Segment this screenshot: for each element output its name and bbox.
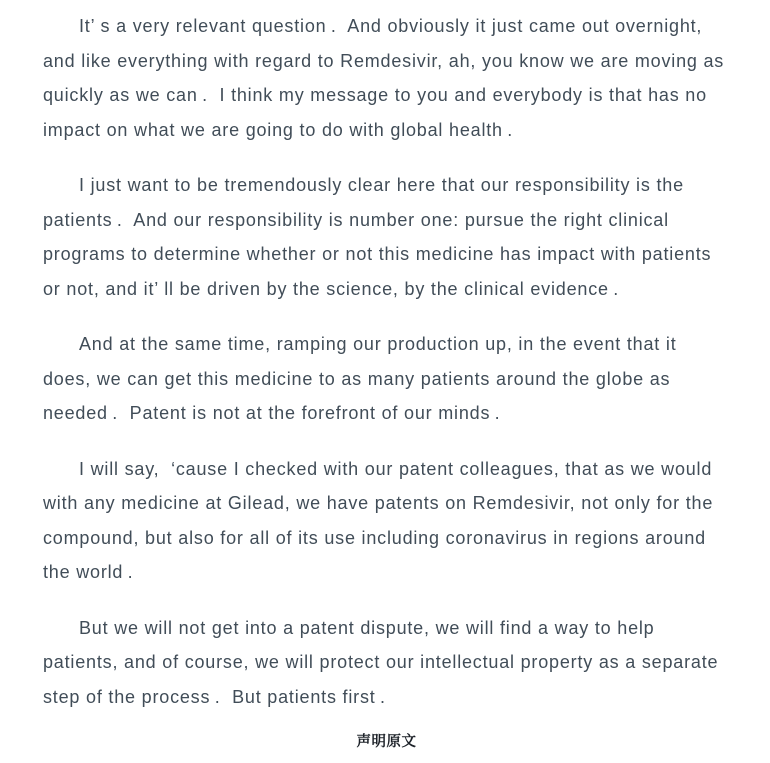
paragraph: But we will not get into a patent dispute, we will find a way to help patients, and of course, we will protect our intellectual property as a separate step of the process . But patients first .: [43, 617, 725, 707]
paragraph: I will say, ‘cause I checked with our patent colleagues, that as we would with any medicine at Gilead, we have patents on Remdesivir, not only for the compound, but also for all of its use including coronavirus in regions around the world .: [43, 458, 719, 582]
paragraph: It’ s a very relevant question . And obviously it just came out overnight, and like everything with regard to Remdesivir, ah, you know we are moving as quickly as we can . I think my message to you and everybody is that has no impact on what we are going to do with global health .: [43, 16, 730, 140]
paragraph: And at the same time, ramping our production up, in the event that it does, we can get this medicine to as many patients around the globe as needed . Patent is not at the forefront of our minds .: [43, 334, 683, 423]
statement-caption: 声明原文: [356, 734, 417, 750]
paragraph: I just want to be tremendously clear here that our responsibility is the patients . And our responsibility is number one: pursue the right clinical programs to determine whether or not this medicine has impact with patients or not, and it’ ll be driven by the science, by the clinical evidence .: [43, 175, 718, 299]
